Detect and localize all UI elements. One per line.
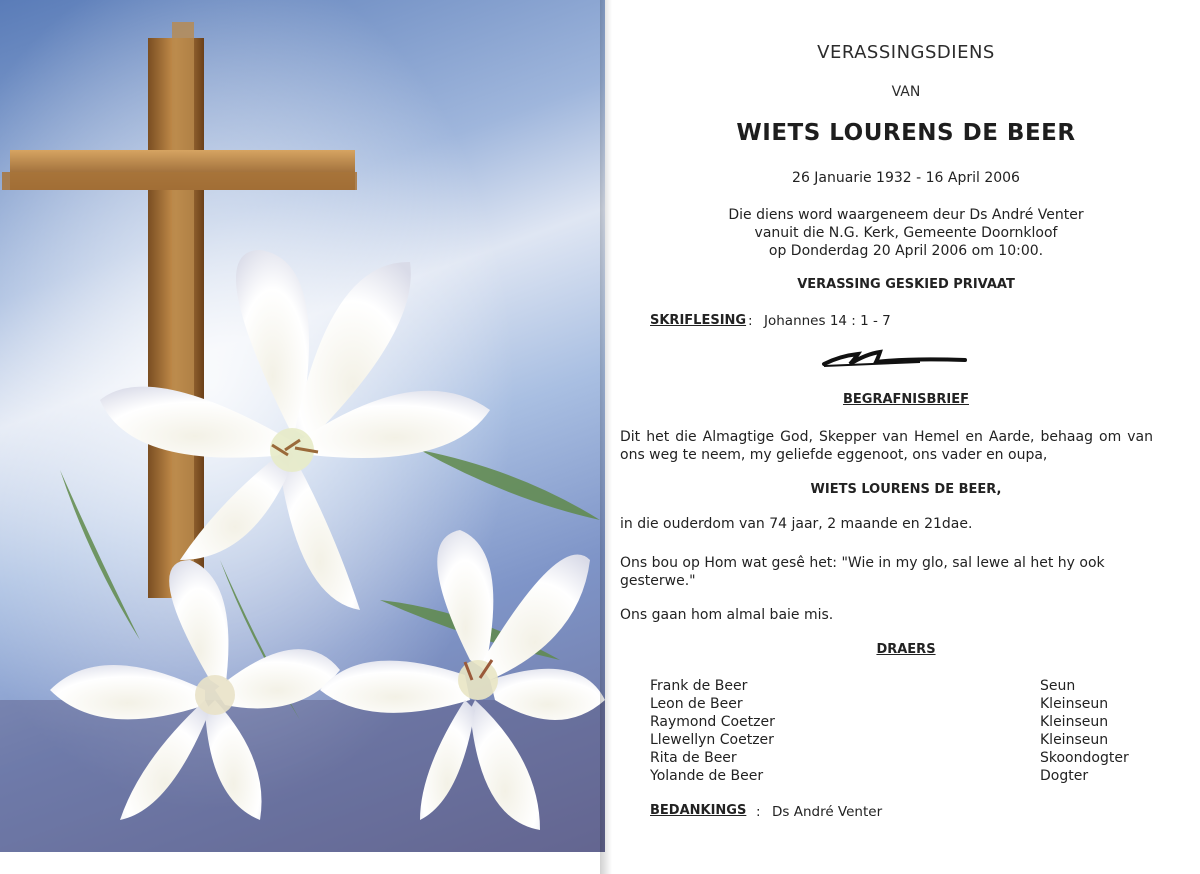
bearer-name: Leon de Beer [650,696,743,712]
bearer-name: Frank de Beer [650,678,748,694]
bearer-relation: Seun [1040,678,1076,694]
quote-text: Ons bou op Hom wat gesê het: "Wie in my glo, sal lewe al het hy ook gesterwe." [620,555,1105,589]
bearers-list [650,677,1150,785]
miss-text: Ons gaan hom almal baie mis. [620,607,834,623]
deceased-name: WIETS LOURENS DE BEER [736,120,1076,146]
letter-heading: BEGRAFNISBRIEF [842,392,969,407]
bearer-relation: Kleinseun [1040,732,1109,748]
list-item [650,695,1150,713]
scripture-reference: Johannes 14 : 1 - 7 [764,313,891,329]
bearer-name: Yolande de Beer [650,768,764,784]
cross-and-lilies-illustration [0,0,605,852]
service-line: op Donderdag 20 April 2006 om 10:00. [768,243,1044,259]
bearers-heading: DRAERS [876,642,936,657]
list-item [650,731,1150,749]
cremation-note: VERASSING GESKIED PRIVAAT [797,277,1015,292]
page-fold [600,0,612,874]
service-line: Die diens word waargeneem deur Ds André Venter [728,207,1084,223]
bearer-relation: Dogter [1040,768,1089,784]
bearer-name: Rita de Beer [650,750,737,766]
bearer-relation: Kleinseun [1040,696,1109,712]
thanks-label: BEDANKINGS [650,803,747,818]
scripture-label: SKRIFLESING [650,313,747,328]
bearer-name: Llewellyn Coetzer [650,732,774,748]
letter-name: WIETS LOURENS DE BEER, [810,482,1002,497]
bearer-relation: Skoondogter [1040,750,1129,766]
van-label: VAN [891,84,921,100]
programme-page [612,0,1200,874]
cover-image [0,0,605,852]
service-line: vanuit die N.G. Kerk, Gemeente Doornkloof [754,225,1058,241]
list-item [650,713,1150,731]
thanks-value: Ds André Venter [772,804,883,820]
list-item [650,677,1150,695]
letter-paragraph: Dit het die Almagtige God, Skepper van Hemel en Aarde, behaag om van ons weg te neem, my geliefde eggenoot, ons vader en oupa, [620,429,1153,463]
list-item [650,749,1150,767]
thanks-separator: : [756,804,761,820]
bearer-relation: Kleinseun [1040,714,1109,730]
service-details [612,206,1200,260]
age-text: in die ouderdom van 74 jaar, 2 maande en 21dae. [620,516,973,532]
bearer-name: Raymond Coetzer [650,714,775,730]
list-item [650,767,1150,785]
scripture-separator: : [748,313,753,329]
divider-ornament-icon [820,342,970,372]
life-dates: 26 Januarie 1932 - 16 April 2006 [792,170,1020,186]
service-title: VERASSINGSDIENS [817,42,995,63]
